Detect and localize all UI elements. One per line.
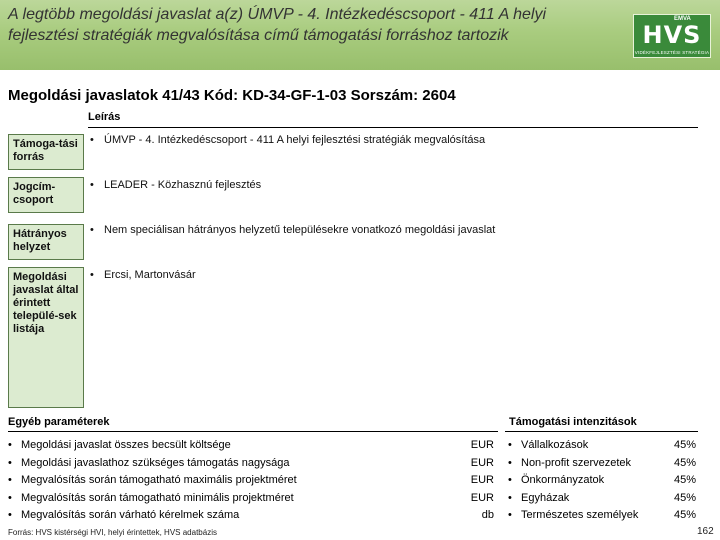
page-subtitle: Megoldási javaslatok 41/43 Kód: KD-34-GF-1-03 Sorszám: 2604: [8, 87, 456, 104]
row-value-disadvantaged-status: [90, 224, 700, 237]
intensity-value: 45%: [673, 456, 696, 469]
param-unit: EUR: [470, 439, 494, 451]
row-value-funding-source: [90, 134, 700, 147]
bullet: •: [8, 456, 12, 469]
list-item: [508, 472, 638, 490]
bullet: •: [8, 439, 12, 451]
row-label-disadvantaged-status: Hátrányos helyzet: [8, 224, 84, 260]
page-title: A legtöbb megoldási javaslat a(z) ÚMVP - 4. Intézkedéscsoport - 411 A helyi fejlesztési stratégiák megvalósítása című támogatási forráshoz tartozik: [8, 6, 547, 44]
list-item: [8, 490, 297, 508]
row-value-text: ÚMVP - 4. Intézkedéscsoport - 411 A helyi fejlesztési stratégiák megvalósítása: [104, 134, 486, 146]
page-number: 162: [697, 526, 714, 537]
other-params-title: Egyéb paraméterek: [8, 416, 498, 432]
row-value-text: LEADER - Közhasznú fejlesztés: [104, 179, 262, 191]
bullet: •: [508, 509, 512, 521]
footer-source: Forrás: HVS kistérségi HVI, helyi érintettek, HVS adatbázis: [8, 528, 217, 537]
bullet: •: [90, 269, 94, 281]
bullet: •: [90, 179, 94, 191]
row-label-affected-settlements: Megoldási javaslat által érintett települé-sek listája: [8, 267, 84, 408]
bullet: •: [508, 474, 512, 486]
bullet: •: [8, 491, 12, 504]
bullet: •: [8, 474, 12, 486]
param-label: Megvalósítás során támogatható maximális projektméret: [21, 474, 297, 486]
param-unit: EUR: [470, 474, 494, 486]
param-label: Megvalósítás során várható kérelmek száma: [21, 509, 240, 521]
param-unit: db: [481, 509, 494, 521]
row-value-affected-settlements: [90, 269, 700, 282]
support-intensity-title: Támogatási intenzitások: [505, 416, 698, 432]
bullet: •: [508, 456, 512, 469]
bullet: •: [508, 439, 512, 451]
list-item: [508, 455, 638, 473]
row-value-text: Nem speciálisan hátrányos helyzetű településekre vonatkozó megoldási javaslat: [104, 224, 496, 236]
other-params-units: [440, 437, 494, 525]
intensity-label: Önkormányzatok: [521, 474, 605, 486]
description-header: Leírás: [88, 111, 698, 128]
row-label-funding-source: Támoga-tási forrás: [8, 134, 84, 170]
support-intensity-values: [650, 437, 696, 525]
logo-eu-text: EMVA: [674, 16, 691, 22]
logo-main-text: HVS: [642, 21, 702, 49]
intensity-label: Non-profit szervezetek: [521, 456, 632, 469]
list-item: [8, 455, 297, 473]
param-label: Megvalósítás során támogatható minimális projektméret: [21, 491, 294, 504]
intensity-value: 45%: [673, 474, 696, 486]
row-value-claim-group: [90, 179, 700, 192]
list-item: [8, 472, 297, 490]
bullet: •: [508, 491, 512, 504]
intensity-value: 45%: [673, 509, 696, 521]
intensity-label: Természetes személyek: [521, 509, 639, 521]
intensity-value: 45%: [673, 439, 696, 451]
param-unit: EUR: [470, 456, 494, 469]
other-params-list: [8, 437, 297, 525]
param-label: Megoldási javaslathoz szükséges támogatás nagysága: [21, 456, 290, 469]
bullet: •: [8, 509, 12, 521]
bullet: •: [90, 224, 94, 236]
intensity-label: Vállalkozások: [521, 439, 589, 451]
logo-sub-text: VIDÉKFEJLESZTÉSI STRATÉGIA: [634, 50, 710, 55]
row-value-text: Ercsi, Martonvásár: [104, 269, 196, 281]
intensity-value: 45%: [673, 491, 696, 504]
intensity-label: Egyházak: [521, 491, 570, 504]
list-item: [8, 437, 297, 455]
hvs-logo: [633, 14, 711, 58]
list-item: [508, 507, 638, 525]
list-item: [508, 437, 638, 455]
param-label: Megoldási javaslat összes becsült költsége: [21, 439, 231, 451]
param-unit: EUR: [470, 491, 494, 504]
bullet: •: [90, 134, 94, 146]
header-band: [0, 0, 720, 70]
list-item: [508, 490, 638, 508]
row-label-claim-group: Jogcím-csoport: [8, 177, 84, 213]
list-item: [8, 507, 297, 525]
support-intensity-list: [508, 437, 638, 525]
